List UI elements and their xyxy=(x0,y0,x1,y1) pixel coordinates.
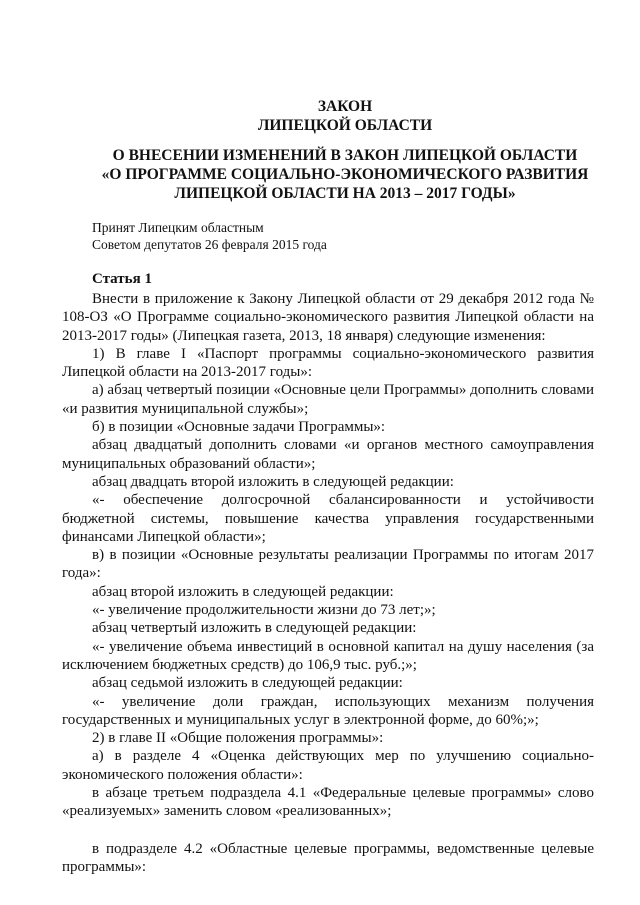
paragraph: в абзаце третьем подраздела 4.1 «Федеральные целевые программы» слово «реализуемых» заменить словом «реализованных»; xyxy=(62,785,594,820)
paragraph: в) в позиции «Основные результаты реализации Программы по итогам 2017 года»: xyxy=(62,547,594,582)
article-body xyxy=(62,290,594,876)
paragraph: а) в разделе 4 «Оценка действующих мер по улучшению социально-экономического положения области»: xyxy=(62,748,594,783)
paragraph: абзац двадцать второй изложить в следующей редакции: xyxy=(92,473,454,490)
paragraph: 2) в главе II «Общие положения программы»: xyxy=(92,730,384,747)
subject-title-line: «О ПРОГРАММЕ СОЦИАЛЬНО-ЭКОНОМИЧЕСКОГО РАЗВИТИЯ xyxy=(101,166,589,183)
paragraph: а) абзац четвертый позиции «Основные цели Программы» дополнить словами «и развития муниципальной службы»; xyxy=(62,382,594,417)
paragraph: абзац седьмой изложить в следующей редакции: xyxy=(92,675,403,692)
paragraph: абзац второй изложить в следующей редакции: xyxy=(92,583,394,600)
paragraph: 1) В главе I «Паспорт программы социально-экономического развития Липецкой области на 2013-2017 годы»: xyxy=(62,345,594,381)
paragraph: б) в позиции «Основные задачи Программы»: xyxy=(92,419,386,436)
paragraph: «- обеспечение долгосрочной сбалансированности и устойчивости бюджетной системы, повышение качества управления государственными финансами Липецкой области»; xyxy=(62,492,594,545)
paragraph: абзац двадцатый дополнить словами «и органов местного самоуправления муниципальных образований области»; xyxy=(62,437,594,472)
law-subject-title xyxy=(90,146,600,203)
paragraph-spacer xyxy=(62,821,594,840)
adoption-note-line: Принят Липецким областным xyxy=(92,220,264,235)
paragraph: Внести в приложение к Закону Липецкой области от 29 декабря 2012 года № 108-ОЗ «О Программе социально-экономического развития Липецкой области на 2013-2017 годы» (Липецкая газета, 2013, 18 января) следующие изменения: xyxy=(62,291,594,344)
paragraph: в подразделе 4.2 «Областные целевые программы, ведомственные целевые программы»: xyxy=(62,840,594,875)
subject-title-line: ЛИПЕЦКОЙ ОБЛАСТИ НА 2013 – 2017 ГОДЫ» xyxy=(174,185,516,202)
paragraph: «- увеличение доли граждан, использующих механизм получения государственных и муниципальных услуг в электронной форме, до 60%;»; xyxy=(62,693,594,728)
paragraph: «- увеличение продолжительности жизни до 73 лет;»; xyxy=(92,602,436,619)
adoption-note-line: Советом депутатов 26 февраля 2015 года xyxy=(92,237,327,252)
article-heading: Статья 1 xyxy=(92,271,152,287)
law-title-line: ЗАКОН xyxy=(317,98,373,115)
law-title xyxy=(90,97,600,135)
subject-title-line: О ВНЕСЕНИИ ИЗМЕНЕНИЙ В ЗАКОН ЛИПЕЦКОЙ ОБЛАСТИ xyxy=(112,147,578,164)
paragraph: абзац четвертый изложить в следующей редакции: xyxy=(92,620,417,637)
paragraph: «- увеличение объема инвестиций в основной капитал на душу населения (за исключением бюджетных средств) до 106,9 тыс. руб.;»; xyxy=(62,638,594,673)
law-title-line: ЛИПЕЦКОЙ ОБЛАСТИ xyxy=(257,117,433,134)
adoption-note xyxy=(92,219,327,253)
